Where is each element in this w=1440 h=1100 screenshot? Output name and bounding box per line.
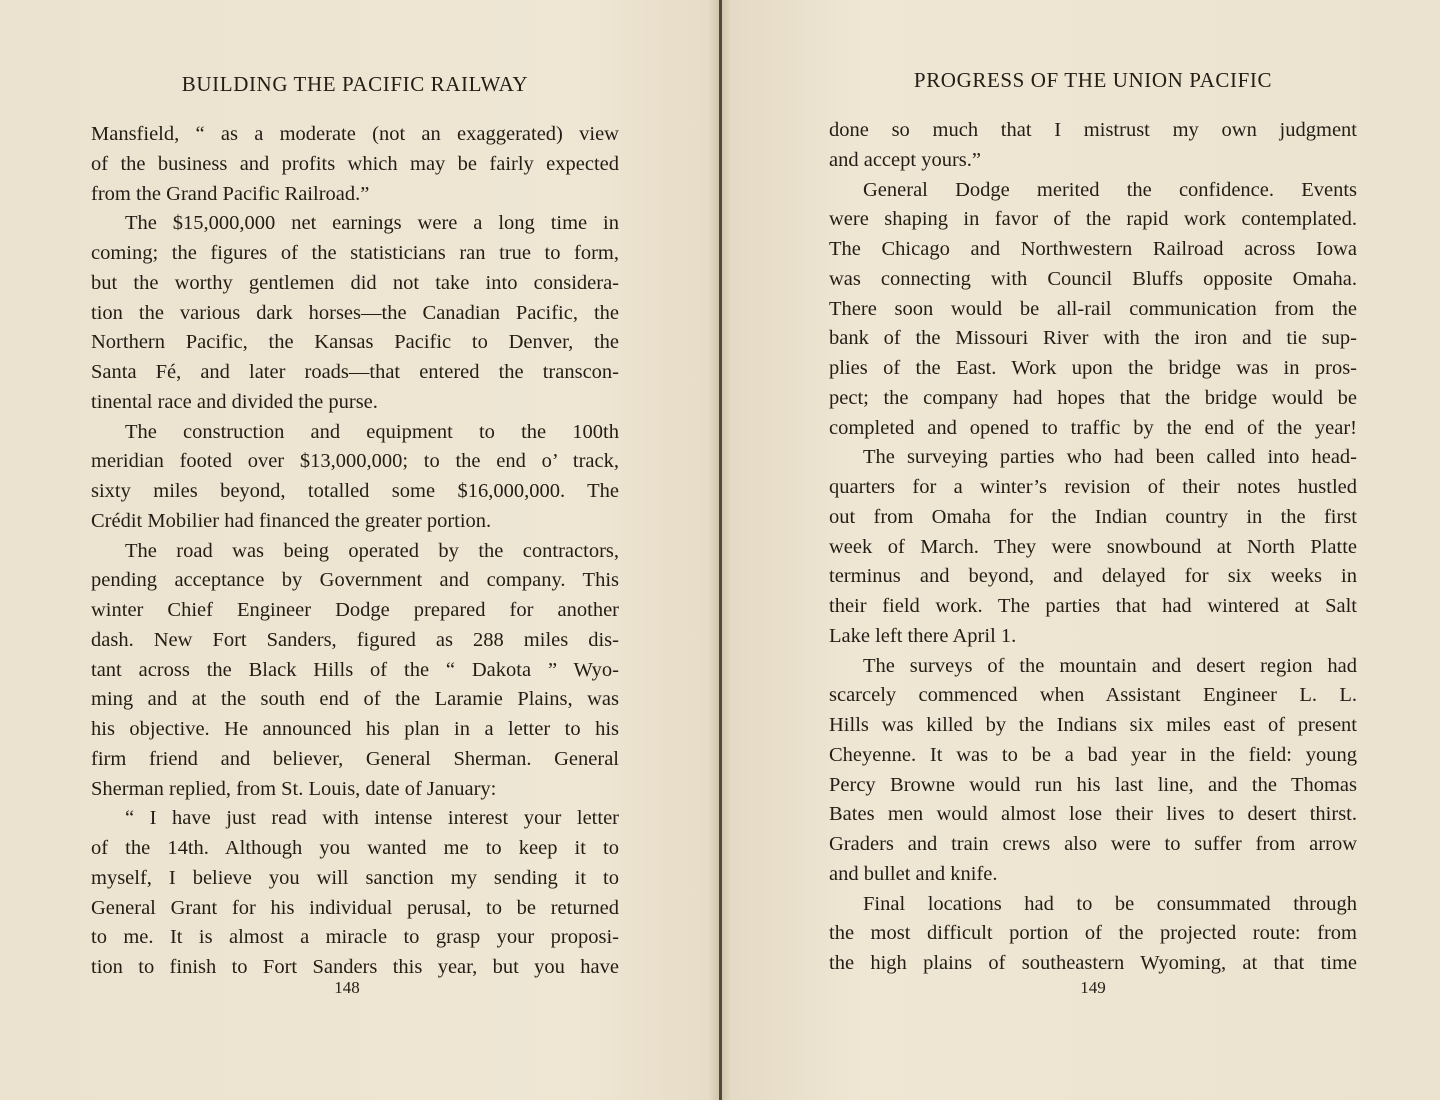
- text-line: General Dodge merited the confidence. Events: [863, 178, 1357, 201]
- text-line: scarcely commenced when Assistant Engineer L. L.: [829, 684, 1357, 707]
- left-page: [91, 0, 619, 1100]
- book-gutter: [719, 0, 722, 1100]
- text-line: terminus and beyond, and delayed for six weeks in: [829, 565, 1357, 588]
- text-line: Northern Pacific, the Kansas Pacific to Denver, the: [91, 331, 619, 354]
- text-line: his objective. He announced his plan in a letter to his: [91, 718, 619, 740]
- text-line: plies of the East. Work upon the bridge was in pros-: [829, 357, 1357, 379]
- text-line: out from Omaha for the Indian country in the first: [829, 505, 1357, 528]
- text-line: Graders and train crews also were to suffer from arrow: [829, 833, 1357, 855]
- text-line: Bates men would almost lose their lives to desert thirst.: [829, 803, 1357, 826]
- text-line: bank of the Missouri River with the iron and tie sup-: [829, 327, 1357, 350]
- text-line: myself, I believe you will sanction my sending it to: [91, 866, 619, 889]
- text-line: The surveys of the mountain and desert region had: [863, 654, 1357, 677]
- text-line: pending acceptance by Government and company. This: [91, 569, 619, 592]
- text-line: from the Grand Pacific Railroad.”: [91, 182, 370, 205]
- text-line: pect; the company had hopes that the bridge would be: [829, 386, 1357, 409]
- text-line: firm friend and believer, General Sherman. General: [91, 747, 619, 770]
- text-line: the most difficult portion of the projected route: from: [829, 922, 1357, 945]
- text-line: were shaping in favor of the rapid work contemplated.: [829, 208, 1357, 231]
- text-line: and bullet and knife.: [829, 862, 998, 885]
- text-line: Percy Browne would run his last line, and the Thomas: [829, 773, 1357, 796]
- right-page: [829, 0, 1357, 1100]
- text-line: Cheyenne. It was to be a bad year in the field: young: [829, 743, 1357, 766]
- text-line: week of March. They were snowbound at North Platte: [829, 535, 1357, 558]
- text-line: Lake left there April 1.: [829, 624, 1017, 647]
- left-body-text: [91, 120, 619, 983]
- text-line: “ I have just read with intense interest your letter: [125, 807, 619, 830]
- text-line: Santa Fé, and later roads—that entered the transcon-: [91, 361, 619, 383]
- text-line: The surveying parties who had been called into head-: [863, 446, 1357, 469]
- text-line: of the 14th. Although you wanted me to keep it to: [91, 837, 619, 859]
- text-line: General Grant for his individual perusal, to be returned: [91, 896, 619, 919]
- text-line: The Chicago and Northwestern Railroad across Iowa: [829, 238, 1357, 260]
- text-line: tinental race and divided the purse.: [91, 390, 378, 413]
- text-line: but the worthy gentlemen did not take into considera-: [91, 271, 619, 294]
- text-line: There soon would be all-rail communication from the: [829, 297, 1357, 320]
- text-line: and accept yours.”: [829, 148, 981, 171]
- text-line: sixty miles beyond, totalled some $16,000,000. The: [91, 480, 619, 502]
- right-running-head: PROGRESS OF THE UNION PACIFIC: [913, 68, 1273, 92]
- text-line: Hills was killed by the Indians six miles east of present: [829, 714, 1357, 736]
- left-page-number: 148: [334, 978, 360, 997]
- text-line: tion the various dark horses—the Canadian Pacific, the: [91, 301, 619, 324]
- text-line: dash. New Fort Sanders, figured as 288 miles dis-: [91, 628, 619, 651]
- text-line: The road was being operated by the contractors,: [125, 539, 619, 562]
- text-line: was connecting with Council Bluffs opposite Omaha.: [829, 267, 1357, 290]
- text-line: ming and at the south end of the Laramie Plains, was: [91, 688, 619, 711]
- text-line: quarters for a winter’s revision of their notes hustled: [829, 476, 1357, 498]
- left-running-head: BUILDING THE PACIFIC RAILWAY: [181, 72, 529, 96]
- text-line: winter Chief Engineer Dodge prepared for another: [91, 599, 619, 621]
- right-body-text: [829, 116, 1357, 979]
- text-line: Final locations had to be consummated through: [863, 892, 1357, 915]
- right-page-number: 149: [1080, 978, 1106, 997]
- text-line: of the business and profits which may be fairly expected: [91, 152, 619, 175]
- text-line: done so much that I mistrust my own judgment: [829, 119, 1357, 141]
- text-line: meridian footed over $13,000,000; to the end o’ track,: [91, 450, 619, 473]
- text-line: their field work. The parties that had wintered at Salt: [829, 595, 1357, 617]
- text-line: tion to finish to Fort Sanders this year, but you have: [91, 956, 619, 978]
- text-line: Mansfield, “ as a moderate (not an exaggerated) view: [91, 123, 619, 145]
- text-line: Crédit Mobilier had financed the greater portion.: [91, 509, 492, 532]
- text-line: the high plains of southeastern Wyoming, at that time: [829, 952, 1357, 974]
- text-line: completed and opened to traffic by the end of the year!: [829, 416, 1357, 439]
- text-line: Sherman replied, from St. Louis, date of January:: [91, 777, 497, 800]
- text-line: coming; the figures of the statisticians ran true to form,: [91, 242, 619, 264]
- text-line: The construction and equipment to the 100th: [125, 420, 619, 443]
- text-line: tant across the Black Hills of the “ Dakota ” Wyo-: [91, 658, 619, 681]
- text-line: to me. It is almost a miracle to grasp your proposi-: [91, 926, 619, 949]
- text-line: The $15,000,000 net earnings were a long time in: [125, 212, 619, 235]
